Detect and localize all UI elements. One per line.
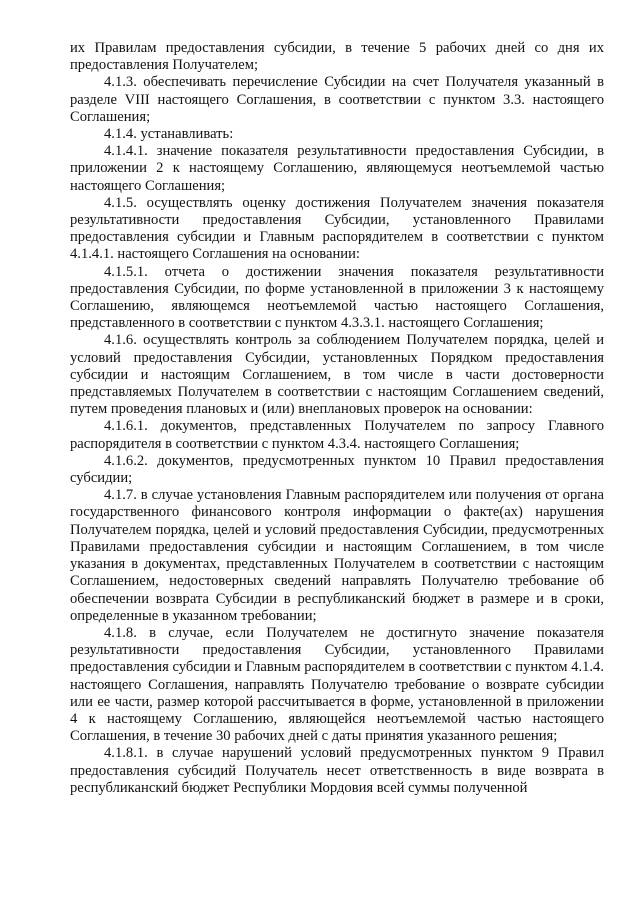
- paragraph-4-1-3: 4.1.3. обеспечивать перечисление Субсидии на счет Получателя указанный в разделе VIII настоящего Соглашения, в соответствии с пунктом 3.3. настоящего Соглашения;: [70, 74, 604, 125]
- paragraph-4-1-7: 4.1.7. в случае установления Главным распорядителем или получения от органа государственного финансового контроля информации о факте(ах) нарушения Получателем порядка, целей и условий предоставления Субсидии, предусмотренных Правилами предоставления субсидии и настоящим Соглашением, в том числе указания в документах, представленных Получателем в соответствии с настоящим Соглашением, недостоверных сведений направлять Получателю требование об обеспечении возврата Субсидии в республиканский бюджет в размере и в сроки, определенные в указанном требовании;: [70, 487, 604, 624]
- paragraph-4-1-4: 4.1.4. устанавливать:: [104, 126, 234, 143]
- paragraph-4-1-6-2: 4.1.6.2. документов, предусмотренных пунктом 10 Правил предоставления субсидии;: [70, 452, 604, 487]
- paragraph-4-1-6: 4.1.6. осуществлять контроль за соблюдением Получателем порядка, целей и условий предоставления Субсидии, установленных Порядком предоставления субсидии и настоящим Соглашением, в том числе в части достоверности представляемых Получателем в соответствии с настоящим Соглашением сведений, путем проведения плановых и (или) внеплановых проверок на основании:: [70, 332, 604, 418]
- paragraph-4-1-5: 4.1.5. осуществлять оценку достижения Получателем значения показателя результативности предоставления Субсидии, установленного Правилами предоставления субсидии и Главным распорядителем в соответствии с пунктом 4.1.4.1. настоящего Соглашения на основании:: [70, 194, 604, 263]
- paragraph-continuation: их Правилам предоставления субсидии, в течение 5 рабочих дней со дня их предоставления Получателем;: [70, 40, 604, 74]
- paragraph-4-1-6-1: 4.1.6.1. документов, представленных Получателем по запросу Главного распорядителя в соответствии с пунктом 4.3.4. настоящего Соглашения;: [70, 418, 604, 452]
- paragraph-4-1-5-1: 4.1.5.1. отчета о достижении значения показателя результативности предоставления Субсидии, по форме установленной в приложении 3 к настоящему Соглашению, являющемся неотъемлемой частью настоящего Соглашения, представленного в соответствии с пунктом 4.3.3.1. настоящего Соглашения;: [70, 263, 604, 332]
- paragraph-4-1-8: 4.1.8. в случае, если Получателем не достигнуто значение показателя результативности предоставления Субсидии, установленного Правилами предоставления субсидии и Главным распорядителем в соответствии с пунктом 4.1.4. настоящего Соглашения, направлять Получателю требование о возврате субсидии или ее части, размер которой рассчитывается в форме, установленной в приложении 4 к настоящему Соглашению, являющейся неотъемлемой частью настоящего Соглашения, в течение 30 рабочих дней с даты принятия указанного решения;: [70, 624, 604, 745]
- paragraph-4-1-8-1: 4.1.8.1. в случае нарушений условий предусмотренных пунктом 9 Правил предоставления субсидий Получатель несет ответственность в виде возврата в республиканский бюджет Республики Мордовия всей суммы полученной: [70, 745, 604, 796]
- paragraph-4-1-4-1: 4.1.4.1. значение показателя результативности предоставления Субсидии, в приложении 2 к настоящему Соглашению, являющемуся неотъемлемой частью настоящего Соглашения;: [70, 143, 604, 194]
